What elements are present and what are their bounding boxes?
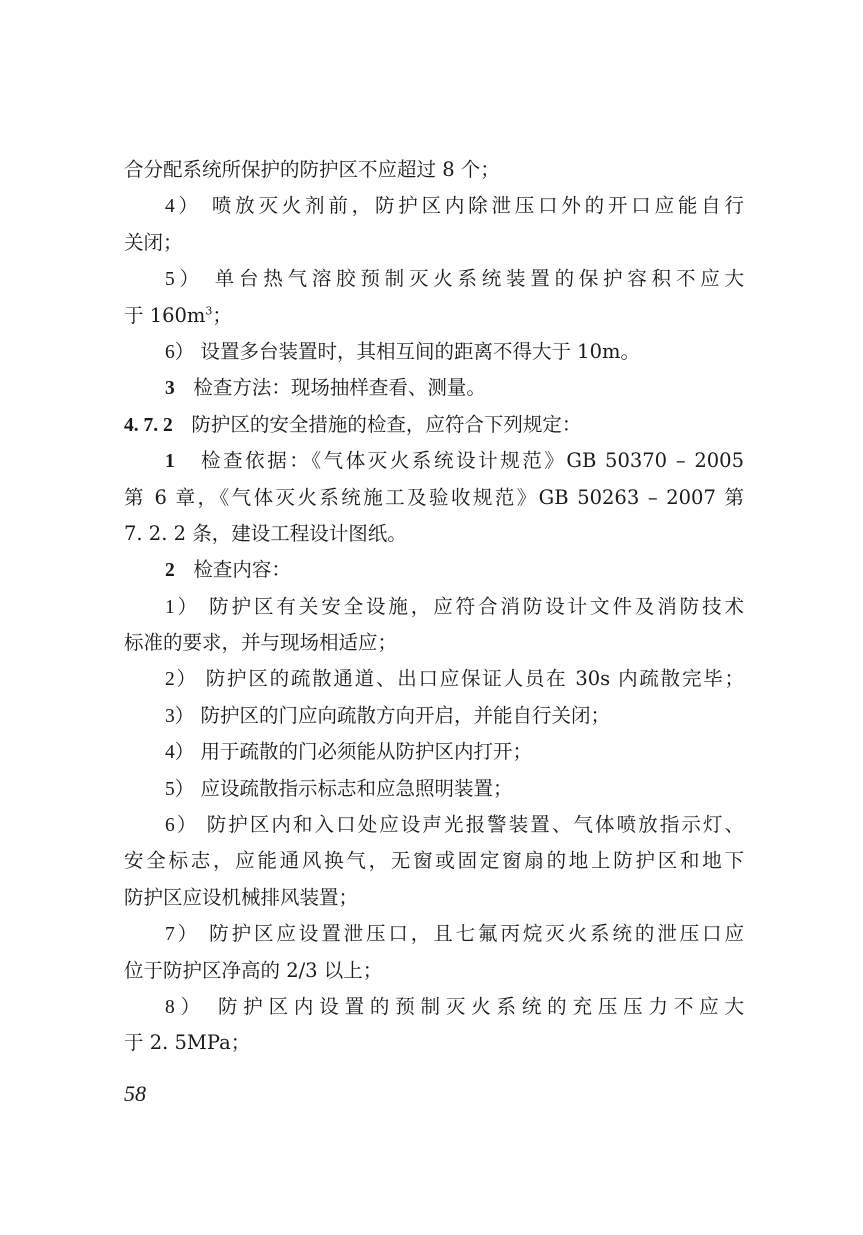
list-item-4: 4） 喷放灭火剂前，防护区内除泄压口外的开口应能自行 xyxy=(165,194,744,218)
list-item-1: 1） 防护区有关安全设施，应符合消防设计文件及消防技术 xyxy=(165,594,744,618)
text-line: 防护区应设机械排风装置； xyxy=(124,885,359,909)
clause-1-basis: 1 检查依据：《气体灭火系统设计规范》GB 50370 – 2005 xyxy=(165,449,744,473)
superscript: 3 xyxy=(205,304,213,318)
text-line: 安全标志，应能通风换气，无窗或固定窗扇的地上防护区和地下 xyxy=(124,849,744,873)
document-body xyxy=(124,152,744,1062)
text-line: 合分配系统所保护的防护区不应超过 8 个； xyxy=(124,158,500,181)
text-line: 于 $160m^3$； xyxy=(124,303,232,327)
list-item-2: 2） 防护区的疏散通道、出口应保证人员在 30s 内疏散完毕； xyxy=(165,667,744,691)
clause-3-method: 3 检查方法：现场抽样查看、测量。 xyxy=(165,376,486,400)
text-line: 7. 2. 2 条，建设工程设计图纸。 xyxy=(124,521,407,545)
list-item-4b: 4） 用于疏散的门必须能从防护区内打开； xyxy=(165,740,532,764)
text-line: 于 2. 5MPa； xyxy=(124,1031,251,1055)
text-line: 第 6 章，《气体灭火系统施工及验收规范》GB 50263 – 2007 第 xyxy=(124,485,744,509)
text-line: 位于防护区净高的 2/3 以上； xyxy=(124,958,383,982)
list-item-6b: 6） 防护区内和入口处应设声光报警装置、气体喷放指示灯、 xyxy=(165,813,744,837)
list-item-6: 6） 设置多台装置时，其相互间的距离不得大于 10m。 xyxy=(165,339,640,363)
list-item-5: 5） 单台热气溶胶预制灭火系统装置的保护容积不应大 xyxy=(165,267,744,291)
page-number: 58 xyxy=(124,1081,146,1106)
text-line: 标准的要求，并与现场相适应； xyxy=(124,631,398,655)
list-item-8: 8） 防护区内设置的预制灭火系统的充压压力不应大 xyxy=(165,994,744,1018)
text-line: 关闭； xyxy=(124,230,183,254)
list-item-3: 3） 防护区的门应向疏散方向开启，并能自行关闭； xyxy=(165,703,610,727)
list-item-7: 7） 防护区应设置泄压口，且七氟丙烷灭火系统的泄压口应 xyxy=(165,922,744,946)
list-item-5b: 5） 应设疏散指示标志和应急照明装置； xyxy=(165,776,513,800)
clause-2-content: 2 检查内容： xyxy=(165,558,291,582)
section-heading-4-7-2: 4. 7. 2 防护区的安全措施的检查，应符合下列规定： xyxy=(124,412,582,436)
